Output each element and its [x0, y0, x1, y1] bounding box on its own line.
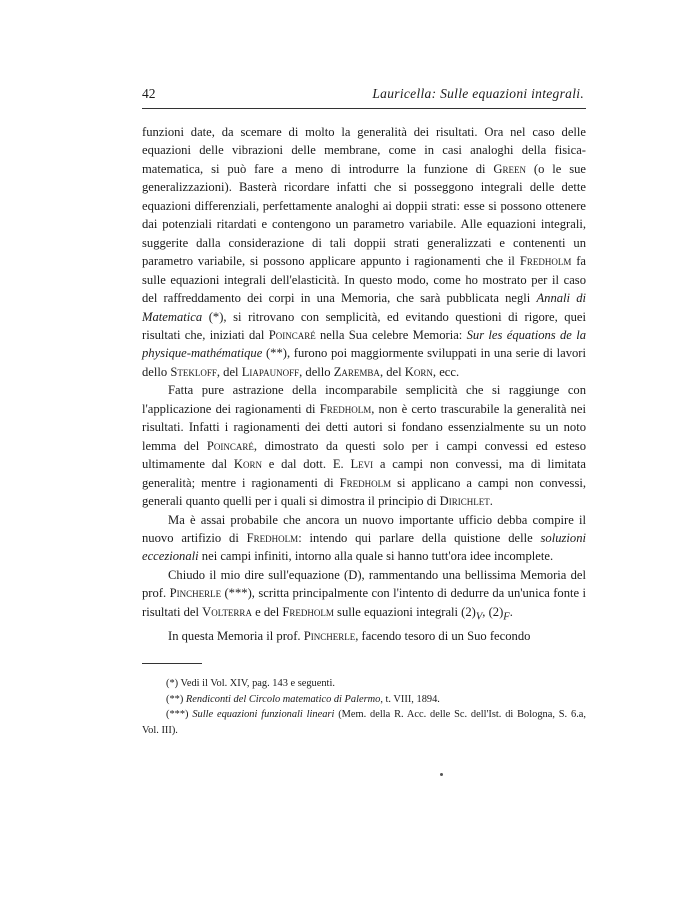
- footnote-3: (***) Sulle equazioni funzionali lineari (Mem. della R. Acc. delle Sc. dell'Ist. di Bologna, S. 6.a, Vol. III).: [142, 709, 587, 736]
- name-fredholm: Fredholm: [519, 254, 572, 269]
- paragraph-1: funzioni date, da scemare di molto la generalità dei risultati. Ora nel caso delle equazioni delle vibrazioni delle membrane, come in casi analoghi della fisica-matematica, si può fare a meno di introdurre la funzione di Green (o le sue generalizzazioni). Basterà ricordare infatti che si posseggono integrali delle dette equazioni differenziali, perfettamente analoghi ai doppii strati: esse si possono ottenere dai potenziali ritardati e contengono un parametro variabile. Alle equazioni integrali, suggerite dalla considerazione di tali doppii strati generalizzati e contenenti un parametro variabile, si possono applicare appunto i ragionamenti che il Fredholm fa sulle equazioni integrali dell'elasticità. In questo modo, come ho mostrato per il caso del raffreddamento dei corpi in una Memoria, che sarà pubblicata negli Annali di Matematica (*), si ritrovano con semplicità, ed evitando questioni di rigore, quei risultati che, iniziati dal Poincaré nella Sua celebre Memoria: Sur les équations de la physique-mathématique (**), furono poi maggiormente sviluppati in una serie di lavori dello Stekloff, del Liapaunoff, dello Zaremba, del Korn, ecc.: [142, 125, 587, 379]
- name-zaremba: Zaremba: [333, 364, 380, 379]
- name-pincherle: Pincherle: [169, 586, 222, 601]
- paragraph-5: In questa Memoria il prof. Pincherle, facendo tesoro di un Suo fecondo: [168, 628, 531, 643]
- name-liapaunoff: Liapaunoff: [241, 364, 300, 379]
- name-fredholm: Fredholm: [339, 475, 392, 490]
- name-fredholm: Fredholm: [319, 401, 372, 416]
- footnote-rule: [142, 663, 202, 664]
- journal-annali: Annali di Matematica: [142, 291, 586, 324]
- paragraph-2: Fatta pure astrazione della incomparabile semplicità che si raggiunge con l'applicazione dei ragionamenti di Fredholm, non è certo trascurabile la generalità nei risultati. Infatti i ragionamenti dei detti autori si fondano essenzialmente su un noto lemma del Poincaré, dimostrato da questi solo per i campi convessi ed esteso ultimamente dal Korn e dal dott. E. Levi a campi non convessi, ma di limitata generalità; mentre i ragionamenti di Fredholm si applicano a campi non convessi, generali quanto quelli per i quali si dimostra il principio di Dirichlet.: [142, 383, 587, 509]
- name-green: Green: [493, 161, 526, 176]
- name-dirichlet: Dirichlet: [439, 494, 490, 509]
- ink-speck: [440, 773, 443, 776]
- page-number: 42: [142, 86, 156, 101]
- name-poincare: Poincaré: [268, 327, 316, 342]
- name-fredholm: Fredholm: [282, 604, 334, 619]
- body-text: [142, 123, 586, 645]
- page: [142, 86, 586, 738]
- name-pincherle: Pincherle: [303, 628, 356, 643]
- name-levi: Levi: [350, 457, 374, 472]
- paragraph-4: Chiudo il mio dire sull'equazione (D), rammentando una bellissima Memoria del prof. Pincherle (***), scritta principalmente con l'intento di dedurre da un'unica fonte i risultati del Volterra e del Fredholm sulle equazioni integrali $(2)_V$, $(2)_F$.: [142, 567, 586, 623]
- name-volterra: Volterra: [202, 604, 252, 619]
- running-title: Lauricella: Sulle equazioni integrali.: [372, 86, 584, 101]
- name-fredholm: Fredholm: [246, 530, 299, 545]
- name-korn: Korn: [233, 457, 262, 472]
- running-header: [142, 86, 586, 109]
- footnote-1: (*) Vedi il Vol. XIV, pag. 143 e seguenti.: [166, 678, 335, 690]
- subscript-v: V: [475, 611, 483, 623]
- subscript-f: F: [503, 611, 510, 623]
- memoir-title: Sur les équations de la physique-mathématique: [142, 327, 586, 361]
- footnotes: [142, 676, 586, 738]
- footnote-2: (**) Rendiconti del Circolo matematico di Palermo, t. VIII, 1894.: [166, 693, 440, 705]
- emphasis-soluzioni: soluzioni eccezionali: [142, 530, 587, 564]
- name-stekloff: Stekloff: [170, 364, 217, 379]
- name-poincare: Poincaré: [206, 438, 254, 453]
- paragraph-3: Ma è assai probabile che ancora un nuovo importante ufficio debba compire il nuovo artifizio di Fredholm: intendo qui parlare della quistione delle soluzioni eccezionali nei campi infiniti, intorno alla quale si hanno tutt'ora idee incomplete.: [142, 512, 587, 564]
- name-korn: Korn: [404, 364, 433, 379]
